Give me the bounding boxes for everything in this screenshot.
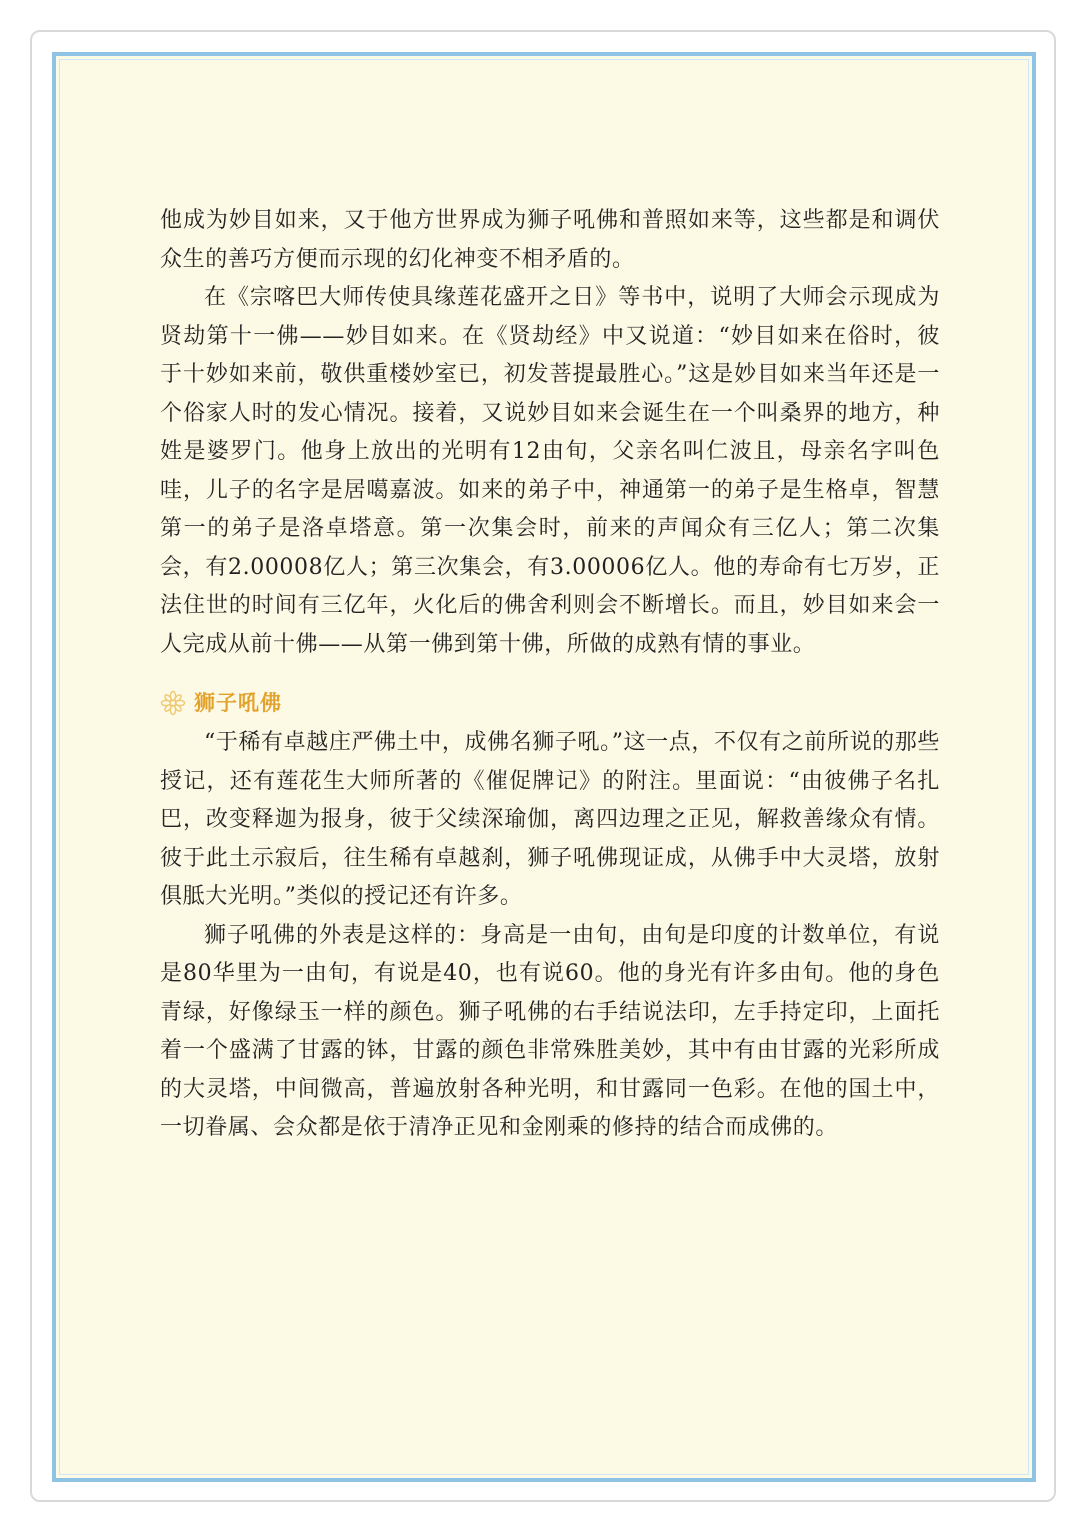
page-content — [160, 202, 940, 1148]
book-page — [52, 52, 1036, 1482]
paragraph: “于稀有卓越庄严佛土中，成佛名狮子吼。”这一点，不仅有之前所说的那些授记，还有莲花生大师所著的《催促牌记》的附注。里面说：“由彼佛子名扎巴，改变释迦为报身，彼于父续深瑜伽，离四边理之正见，解救善缘众有情。彼于此土示寂后，往生稀有卓越刹，狮子吼佛现证成，从佛手中大灵塔，放射俱胝大光明。”类似的授记还有许多。 — [160, 730, 940, 909]
section-heading — [160, 684, 940, 722]
paragraph: 在《宗喀巴大师传使具缘莲花盛开之日》等书中，说明了大师会示现成为贤劫第十一佛——妙目如来。在《贤劫经》中又说道：“妙目如来在俗时，彼于十妙如来前，敬供重楼妙室已，初发菩提最胜心。”这是妙目如来当年还是一个俗家人时的发心情况。接着，又说妙目如来会诞生在一个叫桑界的地方，种姓是婆罗门。他身上放出的光明有12由旬，父亲名叫仁波且，母亲名字叫色哇，儿子的名字是居噶嘉波。如来的弟子中，神通第一的弟子是生格卓，智慧第一的弟子是洛卓塔意。第一次集会时，前来的声闻众有三亿人；第二次集会，有2.00008亿人；第三次集会，有3.00006亿人。他的寿命有七万岁，正法住世的时间有三亿年，火化后的佛舍利则会不断增长。而且，妙目如来会一人完成从前十佛——从第一佛到第十佛，所做的成熟有情的事业。 — [160, 285, 940, 657]
paragraph: 狮子吼佛的外表是这样的：身高是一由旬，由旬是印度的计数单位，有说是80华里为一由旬，有说是40，也有说60。他的身光有许多由旬。他的身色青绿，好像绿玉一样的颜色。狮子吼佛的右手结说法印，左手持定印，上面托着一个盛满了甘露的钵，甘露的颜色非常殊胜美妙，其中有由甘露的光彩所成的大灵塔，中间微高，普遍放射各种光明，和甘露同一色彩。在他的国土中，一切眷属、会众都是依于清净正见和金刚乘的修持的结合而成佛的。 — [160, 922, 940, 1140]
section-title: 狮子吼佛 — [194, 690, 282, 715]
paragraph: 他成为妙目如来，又于他方世界成为狮子吼佛和普照如来等，这些都是和调伏众生的善巧方便而示现的幻化神变不相矛盾的。 — [160, 208, 940, 272]
lotus-flower-icon — [160, 690, 186, 716]
